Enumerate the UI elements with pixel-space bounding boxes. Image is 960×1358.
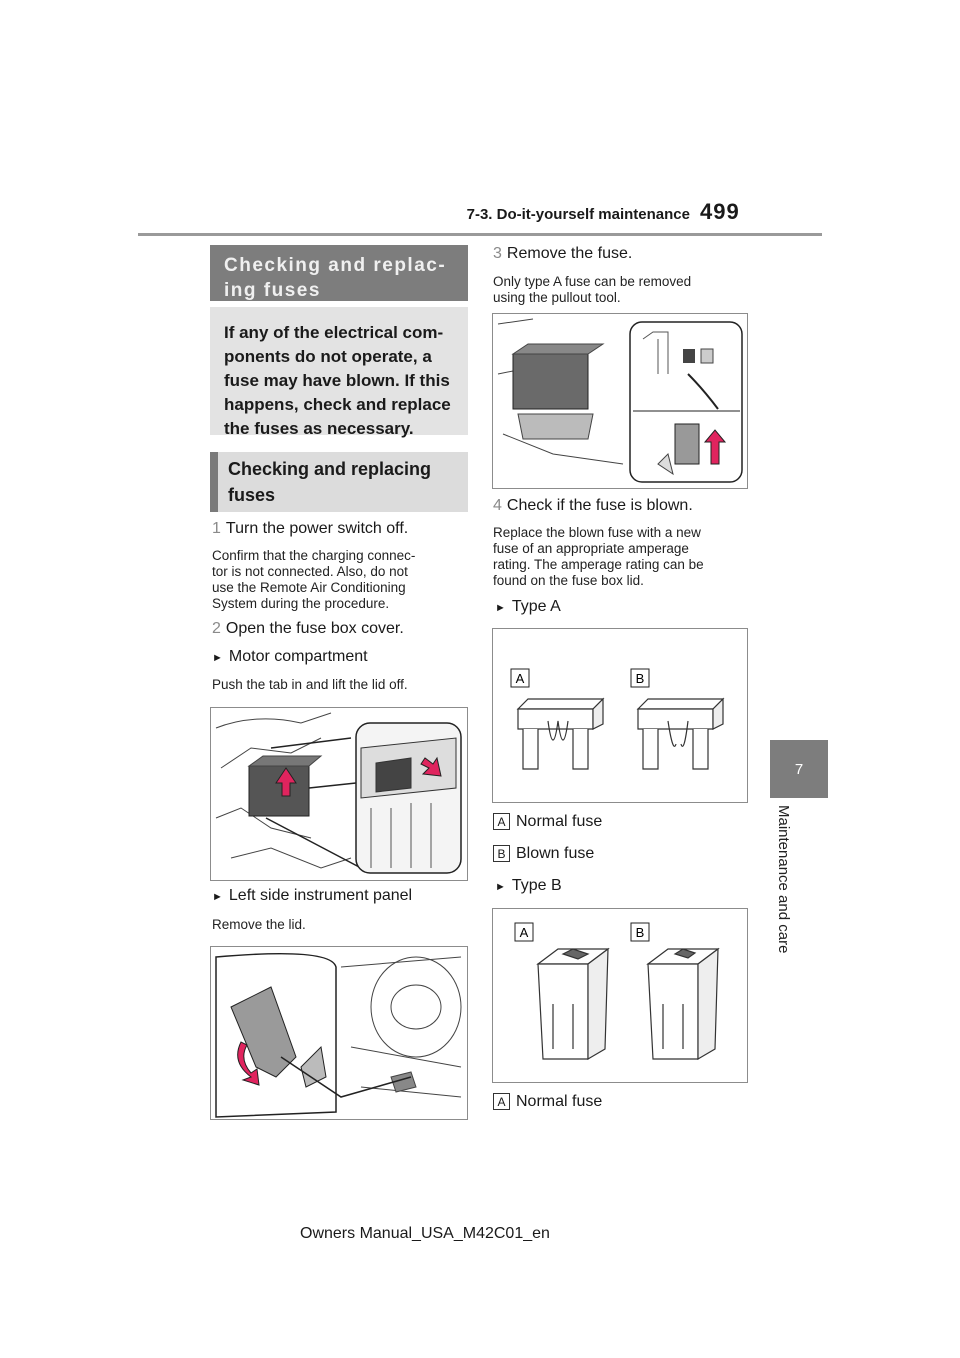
type-a-fuse-figure: [492, 628, 748, 803]
type-a-fuse-illustration: [493, 629, 747, 802]
remove-fuse-illustration: [493, 314, 747, 488]
type-b-fuse-illustration: [493, 909, 747, 1082]
step-number: 2: [212, 620, 221, 637]
step-number: 4: [493, 497, 502, 514]
footer-manual-id: Owners Manual_USA_M42C01_en: [300, 1225, 550, 1242]
motor-compartment-illustration: [211, 708, 467, 880]
header-rule: [138, 233, 822, 236]
bullet-text: Type B: [511, 877, 562, 894]
step-1-note: Confirm that the charging connec- tor is not connected. Also, do not use the Remote Air Conditioning System during the procedure.: [212, 548, 416, 611]
fuse-label-b: B: [635, 925, 645, 940]
step-number: 3: [493, 245, 502, 262]
chapter-side-label: Maintenance and care: [775, 805, 792, 954]
motor-note: Push the tab in and lift the lid off.: [212, 677, 408, 692]
instrument-panel-figure: [210, 946, 468, 1120]
fuse-label-a: A: [519, 925, 529, 940]
fuse-label-b: B: [635, 671, 645, 686]
step-4-note: Replace the blown fuse with a new fuse of an appropriate amperage rating. The amperage rating can be found on the fuse box lid.: [493, 525, 704, 588]
page-number: 499: [700, 199, 740, 224]
motor-compartment-figure: [210, 707, 468, 881]
section-title: 7-3. Do-it-yourself maintenance: [466, 206, 690, 223]
bullet-type-b: [495, 877, 562, 895]
legend-label-a: A: [493, 1093, 510, 1110]
triangle-bullet-icon: ►: [495, 602, 506, 614]
step-4: [493, 497, 693, 515]
step-text: Open the fuse box cover.: [225, 620, 404, 637]
legend-text: Normal fuse: [516, 813, 603, 830]
triangle-bullet-icon: ►: [212, 652, 223, 664]
legend-a-normal-2: [493, 1093, 602, 1111]
instrument-panel-illustration: [211, 947, 467, 1119]
step-number: 1: [212, 520, 221, 537]
legend-label-a: A: [493, 813, 510, 830]
left-panel-note: Remove the lid.: [212, 917, 306, 932]
bullet-motor-compartment: [212, 648, 368, 666]
chapter-side-label-wrap: [775, 805, 799, 985]
bullet-text: Motor compartment: [228, 648, 368, 665]
bullet-text: Left side instrument panel: [228, 887, 413, 904]
heading-checking-replacing-fuses: Checking and replac- ing fuses: [210, 245, 468, 301]
chapter-tab[interactable]: [770, 740, 828, 798]
step-text: Check if the fuse is blown.: [506, 497, 693, 514]
legend-text: Blown fuse: [516, 845, 595, 862]
legend-a-normal: [493, 813, 602, 831]
step-3-note: Only type A fuse can be removed using the pullout tool.: [493, 274, 692, 305]
triangle-bullet-icon: ►: [212, 891, 223, 903]
remove-fuse-figure: [492, 313, 748, 489]
bullet-type-a: [495, 598, 561, 616]
type-b-fuse-figure: [492, 908, 748, 1083]
step-text: Remove the fuse.: [506, 245, 633, 262]
triangle-bullet-icon: ►: [495, 881, 506, 893]
step-1: [212, 520, 408, 538]
intro-box: If any of the electrical com- ponents do not operate, a fuse may have blown. If this happens, check and replace the fuses as necessary.: [210, 307, 468, 435]
legend-b-blown: [493, 845, 594, 863]
step-2: [212, 620, 404, 638]
legend-label-b: B: [493, 845, 510, 862]
legend-text: Normal fuse: [516, 1093, 603, 1110]
step-3: [493, 245, 632, 263]
subheading-checking-replacing: Checking and replacing fuses: [210, 452, 468, 512]
chapter-number: 7: [794, 760, 804, 778]
fuse-label-a: A: [515, 671, 525, 686]
bullet-text: Type A: [511, 598, 561, 615]
bullet-left-side-instrument-panel: [212, 887, 412, 905]
step-text: Turn the power switch off.: [225, 520, 409, 537]
